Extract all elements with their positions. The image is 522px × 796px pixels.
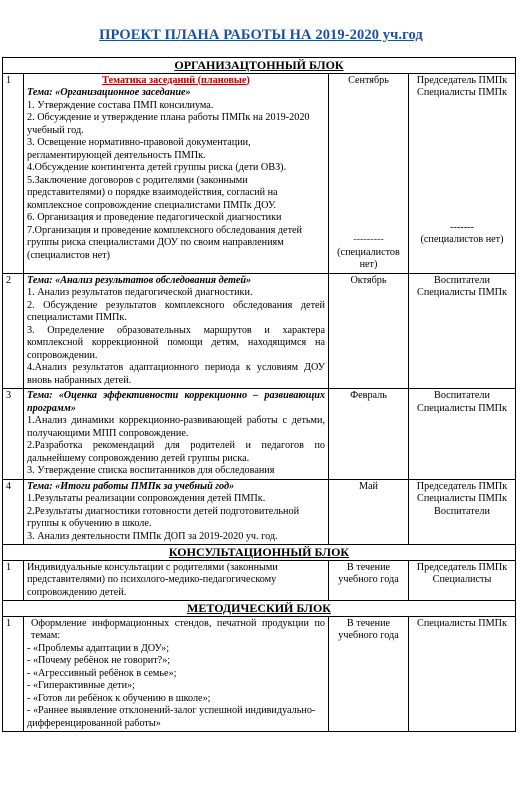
topic-title: Тема: «Анализ результатов обследования детей» bbox=[27, 274, 252, 286]
table-row bbox=[3, 389, 516, 480]
list-item: 7.Организация и проведение комплексного обследования детей группы риска специалистами ДОУ по своим направлениям (специалистов нет) bbox=[27, 224, 303, 261]
row-content bbox=[24, 616, 329, 732]
period: В течение учебного года bbox=[329, 616, 409, 732]
list-item: 4.Анализ результатов адаптационного периода к условиям ДОУ вновь набранных детей. bbox=[27, 362, 325, 386]
work-plan-table bbox=[2, 57, 516, 732]
list-item: 2.Разработка рекомендаций для родителей и педагогов по дальнейшему сопровождению детей группы риска. bbox=[27, 440, 325, 464]
row-number: 4 bbox=[3, 479, 24, 545]
period: В течение учебного года bbox=[329, 560, 409, 601]
list-item: 5.Заключение договоров с родителями (законными представителями) о порядке взаимодействия, согласий на комплексное сопровождение специалистами ПМПк ДОУ. bbox=[27, 174, 278, 211]
table-row bbox=[3, 479, 516, 545]
period: Сентябрь bbox=[348, 74, 389, 86]
section-row bbox=[3, 601, 516, 617]
table-row bbox=[3, 616, 516, 732]
responsible: Председатель ПМПк Специалисты ПМПк Воспитатели bbox=[409, 479, 516, 545]
section-row bbox=[3, 58, 516, 74]
list-item: 1. Анализ результатов педагогической диагностики. bbox=[27, 287, 253, 298]
topic-title: Тема: «Итоги работы ПМПк за учебный год» bbox=[27, 480, 235, 492]
list-item: 2. Обсуждение результатов комплексного обследования детей специалистами ПМПк. bbox=[27, 299, 325, 323]
list-item: - «Агрессивный ребёнок в семье»; bbox=[27, 667, 177, 679]
list-item: 4.Обсуждение контингента детей группы риска (дети ОВЗ). bbox=[27, 162, 287, 173]
section-consult-header: КОНСУЛЬТАЦИОННЫЙ БЛОК bbox=[3, 545, 516, 561]
row-content bbox=[24, 73, 329, 273]
responsible: Воспитатели Специалисты ПМПк bbox=[409, 389, 516, 480]
list-item: - «Раннее выявление отклонений-залог успешной индивидуально-дифференцированной работы» bbox=[27, 705, 316, 729]
list-item: - «Проблемы адаптации в ДОУ»; bbox=[27, 642, 170, 654]
row-number: 3 bbox=[3, 389, 24, 480]
section-org-header: ОРГАНИЗАЦТОННЫЙ БЛОК bbox=[3, 58, 516, 74]
list-item: 1. Утверждение состава ПМП консилиума. bbox=[27, 99, 214, 111]
row-number: 2 bbox=[3, 273, 24, 389]
topic-title: Тема: «Оценка эффективности коррекционно – развивающих программ» bbox=[27, 390, 325, 414]
method-intro: Оформление информационных стендов, печатной продукции по темам: bbox=[31, 617, 325, 641]
responsible: Специалисты ПМПк bbox=[409, 616, 516, 732]
list-item: 1.Анализ динамики коррекционно-развивающей работы с детьми, получающими МПП сопровождение. bbox=[27, 415, 325, 439]
row-number: 1 bbox=[3, 560, 24, 601]
period: Май bbox=[329, 479, 409, 545]
list-item: 3. Анализ деятельности ПМПк ДОП за 2019-2020 уч. год. bbox=[27, 530, 278, 542]
row-number: 1 bbox=[3, 73, 24, 273]
row-content bbox=[24, 479, 329, 545]
topic-title: Тема: «Организационное заседание» bbox=[27, 87, 191, 98]
period: Октябрь bbox=[329, 273, 409, 389]
section-method-header: МЕТОДИЧЕСКИЙ БЛОК bbox=[3, 601, 516, 617]
list-item: 2.Результаты диагностики готовности детей подготовительной группы к обучению в школе. bbox=[27, 505, 300, 529]
responsible-note: (специалистов нет) bbox=[420, 234, 504, 245]
responsible: Председатель ПМПк Специалисты ПМПк bbox=[416, 74, 508, 98]
period-note: (специалистов нет) bbox=[337, 246, 400, 270]
row-content: Индивидуальные консультации с родителями (законными представителями) по психолого-медико-педагогическому сопровождению детей. bbox=[24, 560, 329, 601]
list-item: 3. Утверждение списка воспитанников для обследования bbox=[27, 465, 275, 476]
section-row bbox=[3, 545, 516, 561]
list-item: 3. Определение образовательных маршрутов и характера комплексной коррекционной помощи детям, находящимся на сопровождении. bbox=[27, 324, 325, 361]
responsible-cell bbox=[409, 73, 516, 273]
list-item: - «Готов ли ребёнок к обучению в школе»; bbox=[27, 692, 211, 704]
list-item: 6. Организация и проведение педагогической диагностики bbox=[27, 212, 282, 223]
responsible: Воспитатели Специалисты ПМПк bbox=[409, 273, 516, 389]
list-item: 3. Освещение нормативно-правовой документации, регламентирующей деятельность ПМПк. bbox=[27, 137, 251, 161]
list-item: - «Гиперактивные дети»; bbox=[27, 680, 136, 691]
period-cell bbox=[329, 73, 409, 273]
period-dash: --------- bbox=[353, 234, 384, 245]
session-title: Тематика заседаний (плановые) bbox=[102, 74, 250, 86]
table-row bbox=[3, 560, 516, 601]
document-title: ПРОЕКТ ПЛАНА РАБОТЫ НА 2019-2020 уч.год bbox=[99, 27, 423, 43]
row-content bbox=[24, 389, 329, 480]
period: Февраль bbox=[329, 389, 409, 480]
responsible-dash: ------- bbox=[450, 221, 474, 233]
list-item: 1.Результаты реализации сопровождения детей ПМПк. bbox=[27, 493, 266, 504]
table-row bbox=[3, 273, 516, 389]
table-row bbox=[3, 73, 516, 273]
list-item: - «Почему ребёнок не говорит?»; bbox=[27, 655, 171, 666]
row-number: 1 bbox=[3, 616, 24, 732]
row-content bbox=[24, 273, 329, 389]
responsible: Председатель ПМПк Специалисты bbox=[409, 560, 516, 601]
list-item: 2. Обсуждение и утверждение плана работы ПМПк на 2019-2020 учебный год. bbox=[27, 112, 310, 136]
